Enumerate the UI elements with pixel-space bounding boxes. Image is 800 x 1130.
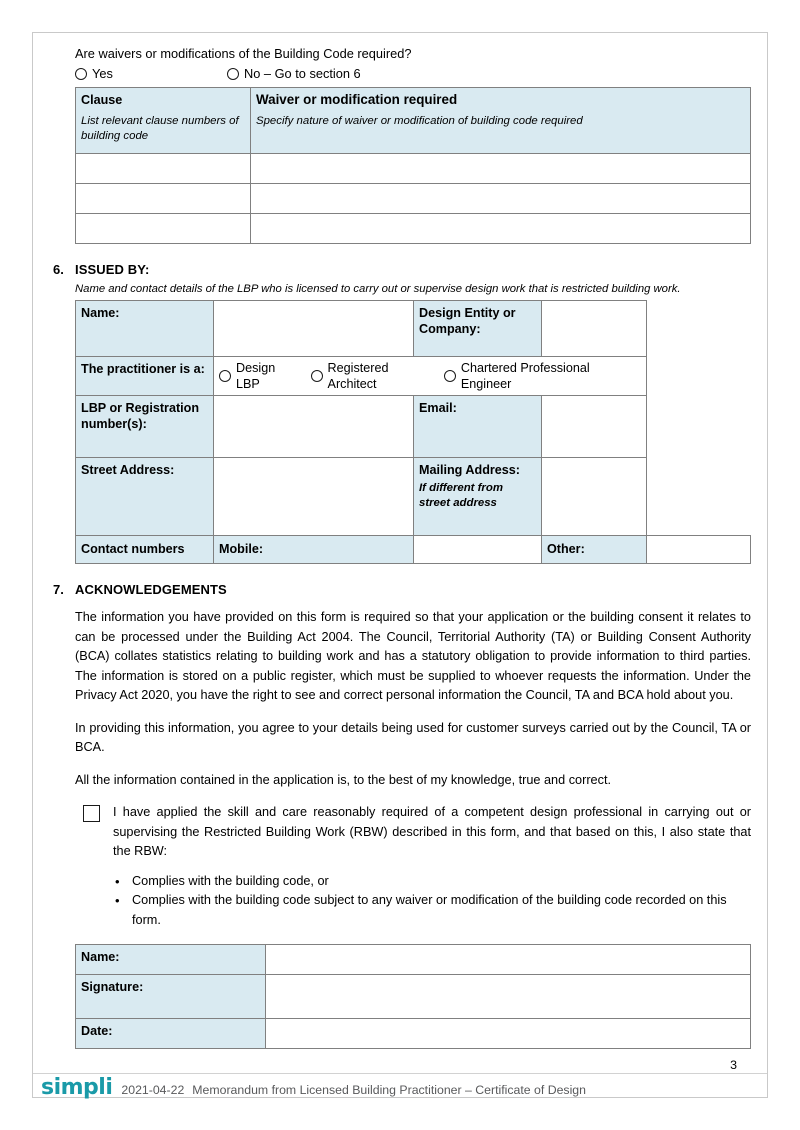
issued-by-note: Name and contact details of the LBP who is licensed to carry out or supervise design work that is restricted building work. <box>75 283 681 295</box>
practitioner-option-label-2: Chartered Professional Engineer <box>460 361 590 391</box>
clause-col2-hint: Specify nature of waiver or modification of building code required <box>256 115 583 127</box>
waiver-options <box>75 65 759 82</box>
page-footer <box>33 1073 767 1099</box>
simpli-logo: simpli <box>41 1075 113 1100</box>
signoff-signature-label: Signature: <box>76 975 266 1019</box>
section-number-7: 7. <box>53 582 64 597</box>
waiver-header-cell <box>251 88 751 154</box>
section-heading-issued-by <box>43 262 759 277</box>
street-address-field[interactable] <box>214 458 414 536</box>
contact-numbers-row <box>76 536 751 564</box>
clause-cell-3[interactable] <box>76 214 251 244</box>
mailing-address-field[interactable] <box>542 458 647 536</box>
ack-paragraph-3: All the information contained in the application is, to the best of my knowledge, true and correct. <box>75 772 611 787</box>
waiver-option-yes-label: Yes <box>92 66 113 81</box>
ack-paragraph-1: The information you have provided on this form is required so that your application or the building consent it relates to can be processed under the Building Act 2004. The Council, Territorial Authority (TA) or Building Consent Authority (BCA) collates statistics relating to building work and has a statutory obligation to provide information to third parties. The information is stored on a public register, which must be supplied to whoever requests the information. Under the Privacy Act 2020, you have the right to see and correct personal information the Council, TA and BCA hold about you. <box>75 610 751 702</box>
declaration-text: I have applied the skill and care reasonably required of a competent design professional in carrying out or supervising the Restricted Building Work (RBW) described in this form, and that based on this, I also state that the RBW: <box>113 805 751 858</box>
contact-numbers-label: Contact numbers <box>76 536 214 564</box>
waiver-option-yes[interactable] <box>75 65 227 82</box>
section-heading-acknowledgements <box>43 582 759 597</box>
signoff-signature-row <box>76 975 751 1019</box>
declaration-block <box>75 803 751 862</box>
design-entity-label: Design Entity or Company: <box>414 301 542 357</box>
email-label: Email: <box>414 396 542 458</box>
practitioner-option-registered-architect[interactable] <box>311 360 428 392</box>
section-title-6: ISSUED BY: <box>75 262 150 277</box>
document-page <box>32 32 768 1098</box>
practitioner-row <box>76 357 751 396</box>
radio-icon-yes[interactable] <box>75 68 87 80</box>
practitioner-option-label-0: Design LBP <box>236 361 276 391</box>
practitioner-option-chartered-engineer[interactable] <box>444 360 625 392</box>
clause-col1-hint: List relevant clause numbers of building code <box>81 115 239 142</box>
other-label: Other: <box>542 536 647 564</box>
issued-by-name-row <box>76 301 751 357</box>
signoff-table <box>75 944 751 1049</box>
mailing-address-label-cell <box>414 458 542 536</box>
other-field[interactable] <box>646 536 751 564</box>
waiver-question: Are waivers or modifications of the Building Code required? <box>75 46 412 61</box>
design-entity-field[interactable] <box>542 301 647 357</box>
section-title-7: ACKNOWLEDGEMENTS <box>75 582 227 597</box>
mobile-label: Mobile: <box>214 536 414 564</box>
waiver-cell-3[interactable] <box>251 214 751 244</box>
clause-table-row <box>76 214 751 244</box>
signoff-signature-field[interactable] <box>266 975 751 1019</box>
waiver-cell-1[interactable] <box>251 154 751 184</box>
mailing-address-hint: If different from street address <box>419 482 503 509</box>
lbp-number-row <box>76 396 751 458</box>
signoff-name-row <box>76 945 751 975</box>
signoff-date-field[interactable] <box>266 1019 751 1049</box>
lbp-number-field[interactable] <box>214 396 414 458</box>
clause-col2-header: Waiver or modification required <box>256 92 458 107</box>
clause-table-row <box>76 154 751 184</box>
signoff-date-label: Date: <box>76 1019 266 1049</box>
mailing-address-label: Mailing Address: <box>419 463 520 477</box>
clause-table-wrapper <box>75 87 751 244</box>
lbp-number-label: LBP or Registration number(s): <box>76 396 214 458</box>
clause-table-header-row <box>76 88 751 154</box>
clause-table <box>75 87 751 244</box>
name-label: Name: <box>76 301 214 357</box>
signoff-name-label: Name: <box>76 945 266 975</box>
clause-cell-2[interactable] <box>76 184 251 214</box>
acknowledgements-body <box>75 608 751 930</box>
name-field[interactable] <box>214 301 414 357</box>
declaration-bullets <box>75 872 751 931</box>
practitioner-options-cell <box>214 357 647 396</box>
signoff-date-row <box>76 1019 751 1049</box>
email-field[interactable] <box>542 396 647 458</box>
radio-icon-chartered-engineer[interactable] <box>444 370 456 382</box>
waiver-option-no-label: No – Go to section 6 <box>244 66 361 81</box>
radio-icon-registered-architect[interactable] <box>311 370 323 382</box>
radio-icon-no[interactable] <box>227 68 239 80</box>
street-address-label: Street Address: <box>76 458 214 536</box>
footer-content <box>41 1077 586 1099</box>
clause-col1-header: Clause <box>81 93 123 107</box>
signoff-table-wrapper <box>75 944 751 1049</box>
page-content <box>43 45 759 1049</box>
practitioner-option-design-lbp[interactable] <box>219 360 295 392</box>
footer-meta <box>121 1083 586 1097</box>
clause-header-cell <box>76 88 251 154</box>
radio-icon-design-lbp[interactable] <box>219 370 231 382</box>
street-address-row <box>76 458 751 536</box>
clause-cell-1[interactable] <box>76 154 251 184</box>
footer-date: 2021-04-22 <box>121 1083 185 1097</box>
mobile-field[interactable] <box>414 536 542 564</box>
issued-by-table-wrapper <box>75 300 751 564</box>
section-number-6: 6. <box>53 262 64 277</box>
list-item: • Complies with the building code subject to any waiver or modification of the building code recorded on this form. <box>75 891 751 930</box>
practitioner-options <box>219 360 641 392</box>
practitioner-label: The practitioner is a: <box>76 357 214 396</box>
clause-table-row <box>76 184 751 214</box>
waiver-option-no[interactable] <box>227 65 361 82</box>
footer-title: Memorandum from Licensed Building Practitioner – Certificate of Design <box>192 1083 586 1097</box>
page-number: 3 <box>730 1058 737 1072</box>
issued-by-table <box>75 300 751 564</box>
practitioner-option-label-1: Registered Architect <box>327 361 389 391</box>
signoff-name-field[interactable] <box>266 945 751 975</box>
waiver-cell-2[interactable] <box>251 184 751 214</box>
ack-paragraph-2: In providing this information, you agree to your details being used for customer surveys carried out by the Council, TA or BCA. <box>75 720 751 754</box>
checkbox-icon-declaration[interactable] <box>83 805 100 822</box>
list-item: • Complies with the building code, or <box>75 872 751 892</box>
